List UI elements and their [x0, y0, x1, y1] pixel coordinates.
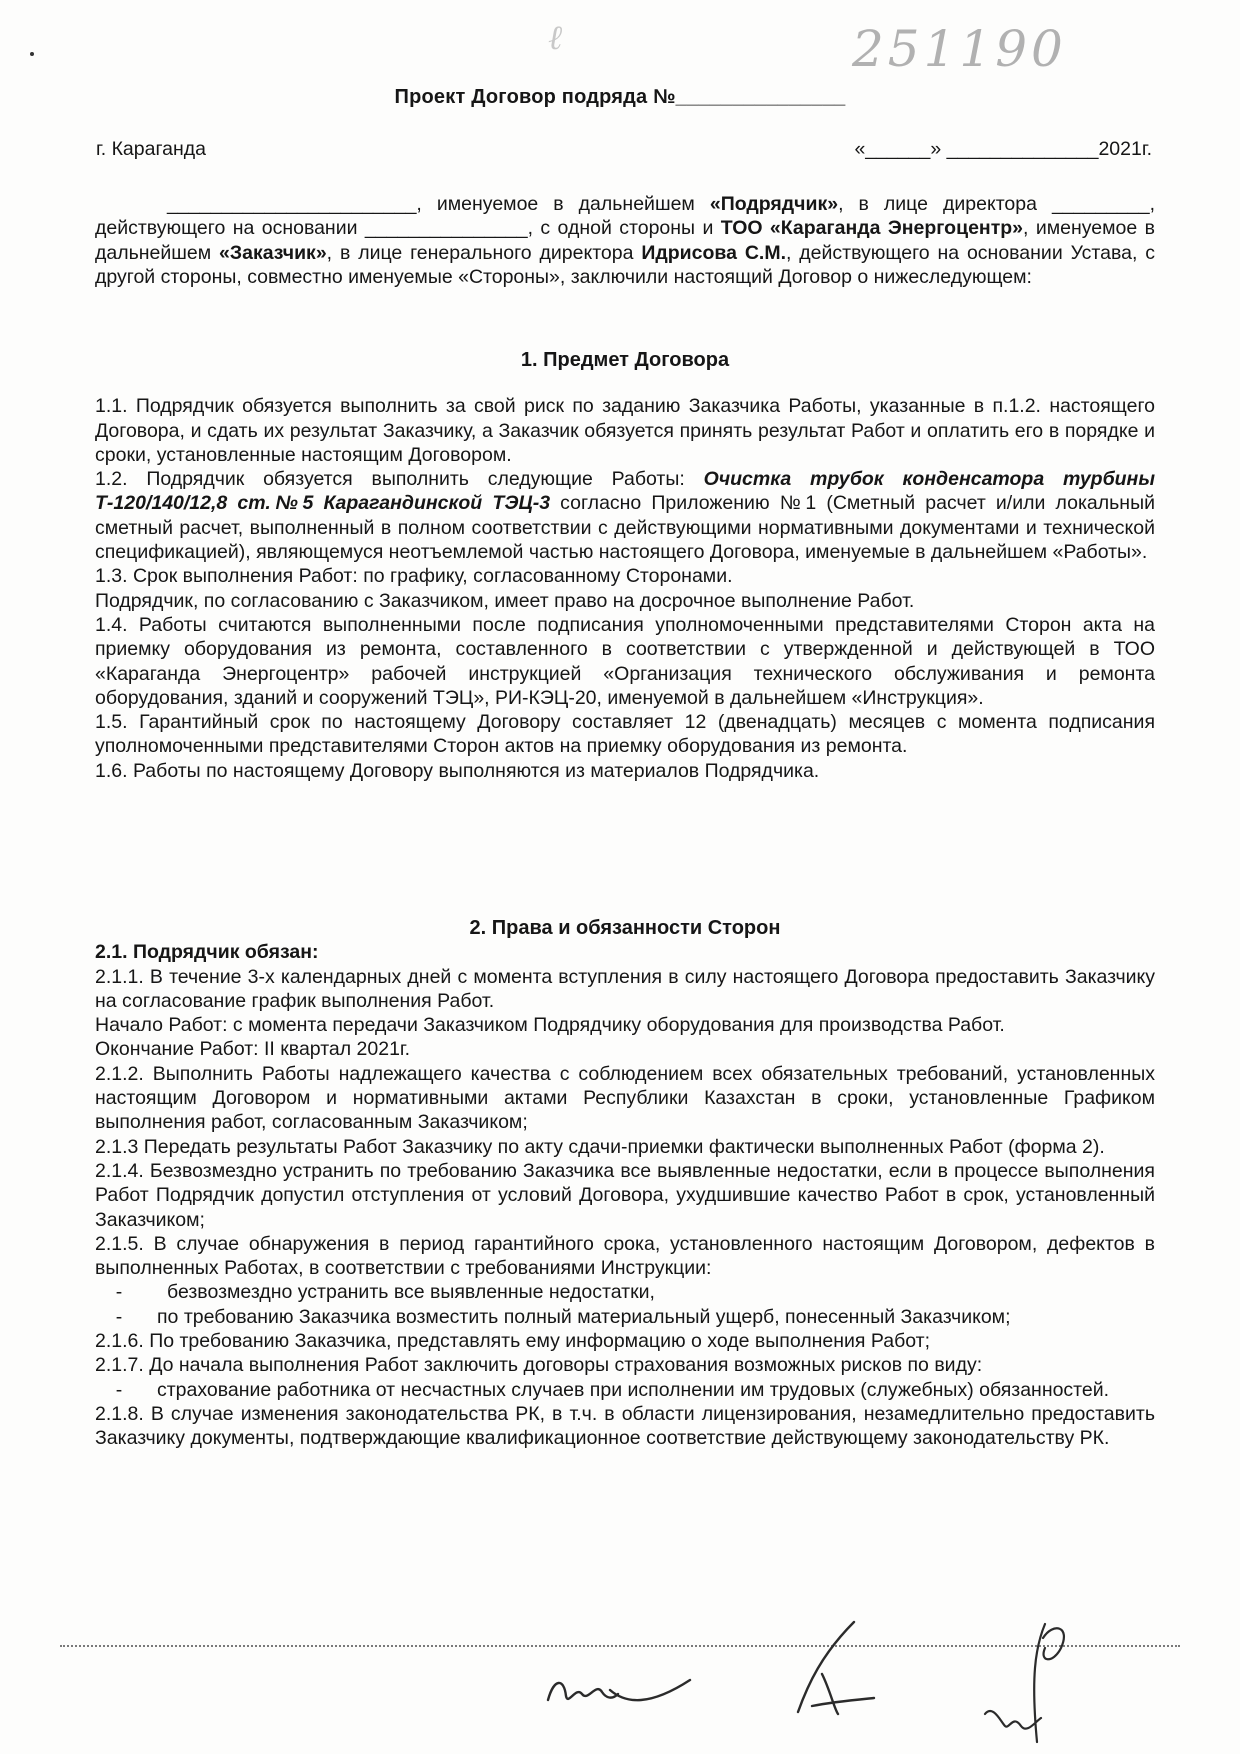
- clause-2-1-2: 2.1.2. Выполнить Работы надлежащего качества с соблюдением всех обязательных требований, установленных настоящим Договором и нормативными актами Республики Казахстан в сроки, установленные Графиком выполнения работ, согласованным Заказчиком;: [95, 1062, 1155, 1134]
- signature-3: [975, 1618, 1085, 1748]
- handwritten-mark-left: ℓ: [548, 18, 563, 58]
- customer-company: ТОО «Караганда Энергоцентр»: [720, 217, 1024, 240]
- list-item: - безвозмездно устранить все выявленные недостатки,: [115, 1281, 655, 1304]
- list-item: - страхование работника от несчастных случаев при исполнении им трудовых (служебных) обязанностей.: [115, 1378, 1110, 1401]
- clause-2-1-6: 2.1.6. По требованию Заказчика, представлять ему информацию о ходе выполнения Работ;: [95, 1330, 931, 1353]
- contractor-term: «Подрядчик»: [709, 193, 839, 215]
- section-2-heading: 2. Права и обязанности Сторон: [469, 917, 781, 939]
- contractor-name-blank: _______________________,: [167, 193, 422, 215]
- subsection-2-1-heading: 2.1. Подрядчик обязан:: [95, 941, 319, 964]
- contract-date: «______» ______________2021г.: [854, 138, 1152, 160]
- clause-1-1: 1.1. Подрядчик обязуется выполнить за свой риск по заданию Заказчика Работы, указанные в п.1.2. настоящего Договора, и сдать их результат Заказчику, а Заказчик обязуется принять результат Работ и оплатить его в порядке и сроки, установленные настоящим Договором.: [95, 395, 1155, 466]
- director-name: Идрисова С.М.: [641, 241, 787, 264]
- document-title: Проект Договор подряда №_______________: [394, 86, 846, 108]
- clause-1-2: 1.2. Подрядчик обязуется выполнить следующие Работы: Очистка трубок конденсатора турбины Т-120/140/12,8 ст.№5 Карагандинской ТЭЦ-3 согласно Приложению №1 (Сметный расчет и/или локальный сметный расчет, выполненный в полном соответствии с действующими нормативными документами и технической спецификацией), являющемуся неотъемлемой частью настоящего Договора, именуемые в дальнейшем «Работы».: [95, 468, 1155, 564]
- section-1: [95, 348, 1155, 783]
- work-description: Очистка трубок конденсатора турбины Т-120/140/12,8 ст.№5 Карагандинской ТЭЦ-3: [95, 468, 1155, 515]
- customer-term: «Заказчик»: [219, 241, 327, 264]
- list-item: - по требованию Заказчика возместить полный материальный ущерб, понесенный Заказчиком;: [115, 1305, 1011, 1328]
- handwritten-registration-number: 251190: [852, 20, 1067, 78]
- scan-speck: [30, 52, 34, 56]
- clause-1-3-early: Подрядчик, по согласованию с Заказчиком, имеет право на досрочное выполнение Работ.: [95, 589, 915, 612]
- clause-1-5: 1.5. Гарантийный срок по настоящему Договору составляет 12 (двенадцать) месяцев с момента подписания уполномоченными представителями Сторон актов на приемку оборудования из ремонта.: [95, 711, 1155, 758]
- intro-paragraph: _______________________, именуемое в дальнейшем «Подрядчик», в лице директора _________, действующего на основании _______________, с одной стороны и ТОО «Караганда Энергоцентр», именуемое в дальнейшем «Заказчик», в лице генерального директора Идрисова С.М., действующего на основании Устава, с другой стороны, совместно именуемые «Стороны», заключили настоящий Договор о нижеследующем:: [95, 193, 1155, 288]
- work-start: Начало Работ: с момента передачи Заказчиком Подрядчику оборудования для производства Работ.: [95, 1014, 1005, 1037]
- clause-1-6: 1.6. Работы по настоящему Договору выполняются из материалов Подрядчика.: [95, 759, 820, 782]
- clause-1-3: 1.3. Срок выполнения Работ: по графику, согласованному Сторонами.: [95, 565, 733, 588]
- clause-2-1-3: 2.1.3 Передать результаты Работ Заказчику по акту сдачи-приемки фактически выполненных Работ (форма 2).: [95, 1135, 1105, 1158]
- city: г. Караганда: [96, 138, 206, 160]
- clause-1-4: 1.4. Работы считаются выполненными после подписания уполномоченными представителями Сторон акта на приемку оборудования из ремонта, составленного в соответствии с утвержденной и действующей в ТОО «Караганда Энергоцентр» рабочей инструкцией «Организация технического обслуживания и ремонта оборудования, зданий и сооружений ТЭЦ», РИ-КЭЦ-20, именуемой в дальнейшем «Инструкция».: [95, 613, 1155, 709]
- section-1-heading: 1. Предмет Договора: [520, 349, 730, 371]
- clause-2-1-5: 2.1.5. В случае обнаружения в период гарантийного срока, установленного настоящим Договором, дефектов в выполненных Работах, в соответствии с требованиями Инструкции:: [95, 1232, 1155, 1280]
- work-end: Окончание Работ: II квартал 2021г.: [95, 1038, 411, 1061]
- clause-2-1-1: 2.1.1. В течение 3-х календарных дней с момента вступления в силу настоящего Договора предоставить Заказчику на согласование график выполнения Работ.: [95, 965, 1155, 1012]
- clause-2-1-8: 2.1.8. В случае изменения законодательства РК, в т.ч. в области лицензирования, незамедлительно предоставить Заказчику документы, подтверждающие квалификационное соответствие действующему законодательству РК.: [95, 1402, 1155, 1450]
- signature-2: [778, 1614, 888, 1724]
- section-2: [95, 916, 1155, 1451]
- clause-2-1-4: 2.1.4. Безвозмездно устранить по требованию Заказчика все выявленные недостатки, если в процессе выполнения Работ Подрядчик допустил отступления от условий Договора, ухудшившие качество Работ в срок, установленный Заказчиком;: [95, 1159, 1155, 1231]
- clause-2-1-7: 2.1.7. До начала выполнения Работ заключить договоры страхования возможных рисков по виду:: [95, 1354, 983, 1377]
- intro-block: [95, 192, 1155, 289]
- signature-1: [540, 1660, 720, 1720]
